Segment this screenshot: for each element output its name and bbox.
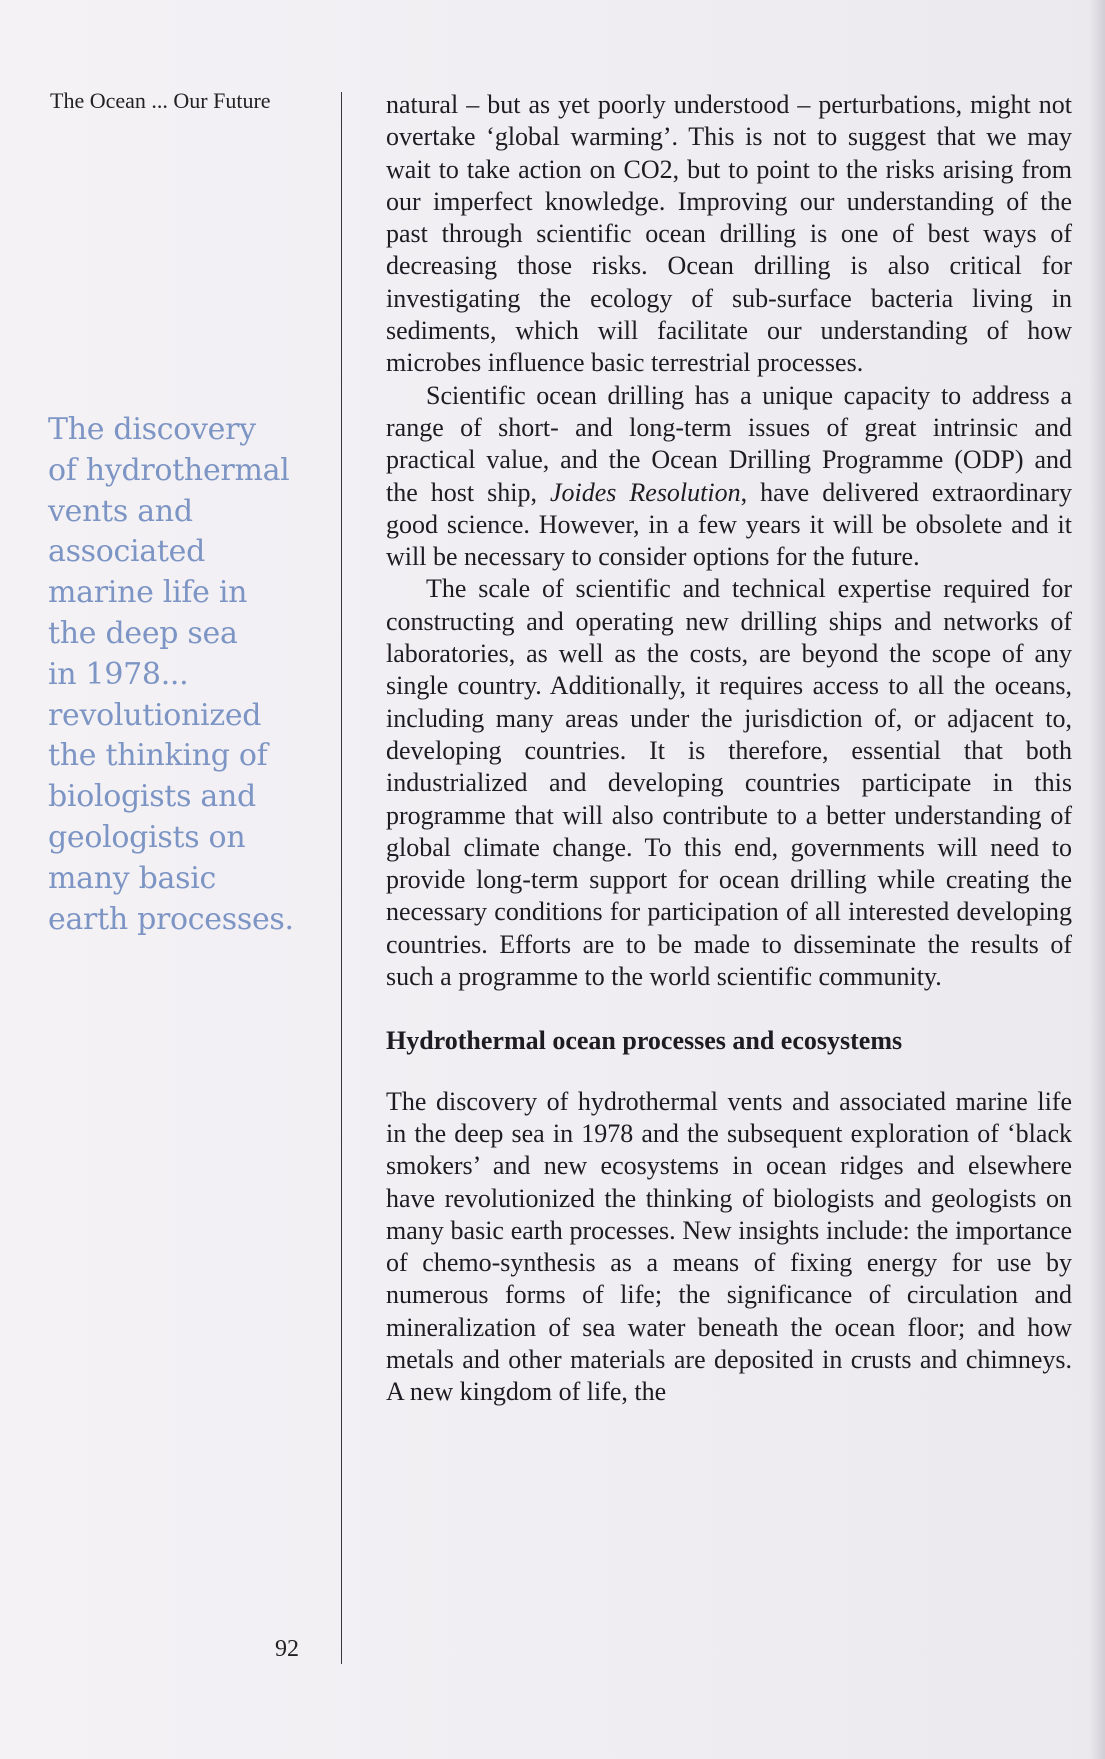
paragraph-text: Scientific ocean drilling has a unique capacity to address a range of short- and long-term issues of great intrinsic and practical value, and the Ocean Drilling Programme (ODP) and the host ship,	[386, 380, 1072, 507]
pull-quote-line: associated	[48, 534, 206, 570]
pull-quote	[48, 410, 333, 940]
pull-quote-line: many basic	[48, 860, 217, 896]
pull-quote-line: marine life in	[48, 575, 248, 611]
pull-quote-line: earth processes.	[48, 901, 294, 937]
pull-quote-line: in 1978...	[48, 656, 189, 692]
pull-quote-line: the deep sea	[48, 615, 238, 651]
body-text-column	[386, 89, 1072, 1409]
pull-quote-line: vents and	[48, 493, 193, 529]
column-divider	[341, 92, 342, 1664]
page-number: 92	[275, 1636, 299, 1662]
ship-name: Joides Resolution	[549, 477, 741, 507]
pull-quote-line: geologists on	[48, 819, 246, 855]
running-head: The Ocean ... Our Future	[50, 88, 271, 113]
pull-quote-line: revolutionized	[48, 697, 262, 733]
section-heading: Hydrothermal ocean processes and ecosystems	[386, 1026, 903, 1056]
body-paragraph	[386, 380, 1072, 574]
pull-quote-line: of hydrothermal	[48, 452, 290, 488]
body-paragraph: The discovery of hydrothermal vents and associated marine life in the deep sea in 1978 and the subsequent exploration of ‘black smokers’ and new ecosystems in ocean ridges and elsewhere have revolutionized the thinking of biologists and geologists on many basic earth processes. New insights include: the importance of chemo-synthesis as a means of fixing energy for use by numerous forms of life; the significance of circulation and mineralization of sea water beneath the ocean floor; and how metals and other materials are deposited in crusts and chimneys. A new kingdom of life, the	[386, 1086, 1072, 1407]
page-edge-shadow	[1089, 0, 1105, 1759]
paragraph-text: , have delivered extraordinary good science. However, in a few years it will be obsolete and it will be necessary to consider options for the future.	[386, 477, 1072, 572]
pull-quote-line: The discovery	[48, 412, 256, 447]
body-paragraph: The scale of scientific and technical expertise required for constructing and operating new drilling ships and networks of laboratories, as well as the costs, are beyond the scope of any single country. Additionally, it requires access to all the oceans, including many areas under the jurisdiction of, or adjacent to, developing countries. It is therefore, essential that both industrialized and developing countries participate in this programme that will also contribute to a better understanding of global climate change. To this end, governments will need to provide long-term support for ocean drilling while creating the necessary conditions for participation of all interested developing countries. Efforts are to be made to disseminate the results of such a programme to the world scientific community.	[386, 574, 1072, 992]
pull-quote-line: the thinking of	[48, 738, 268, 774]
body-paragraph: natural – but as yet poorly understood – perturbations, might not overtake ‘global warming’. This is not to suggest that we may wait to take action on CO2, but to point to the risks arising from our imperfect knowledge. Improving our understanding of the past through scientific ocean drilling is one of best ways of decreasing those risks. Ocean drilling is also critical for investigating the ecology of sub-surface bacteria living in sediments, which will facilitate our understanding of how microbes influence basic terrestrial processes.	[386, 90, 1072, 378]
pull-quote-line: biologists and	[48, 779, 256, 815]
